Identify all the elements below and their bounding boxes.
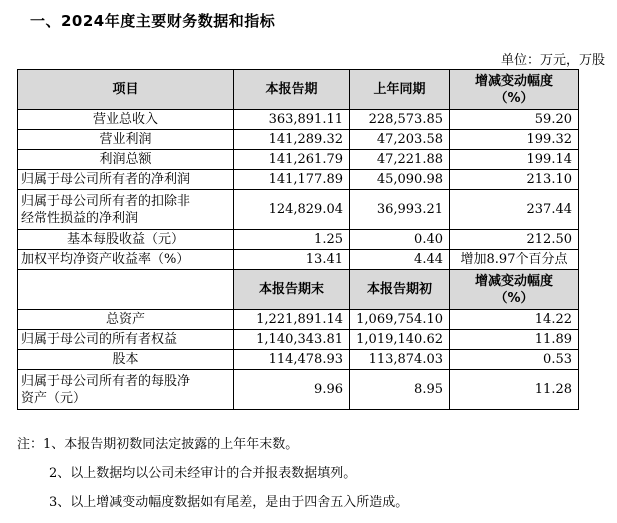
header-period-start: 本报告期初: [350, 270, 450, 310]
table-row: [18, 310, 579, 330]
row-current: 9.96: [234, 370, 350, 410]
row-change: 213.10: [450, 170, 579, 190]
header-change-line2: （%）: [494, 290, 534, 306]
table-row: [18, 150, 579, 170]
header-change-line1: 增减变动幅度: [474, 273, 553, 289]
financial-table: [17, 69, 579, 410]
row-change: 212.50: [450, 230, 579, 250]
header-change-line2: （%）: [494, 90, 534, 106]
table-row: [18, 370, 579, 410]
row-current: 114,478.93: [234, 350, 350, 370]
row-change: 0.53: [450, 350, 579, 370]
table-row: [18, 350, 579, 370]
row-change: 14.22: [450, 310, 579, 330]
table-row: [18, 250, 579, 270]
row-label: 总资产: [18, 310, 234, 330]
row-change: 237.44: [450, 190, 579, 230]
row-change: 59.20: [450, 110, 579, 130]
table-row: [18, 190, 579, 230]
row-current: 363,891.11: [234, 110, 350, 130]
header-change-line1: 增减变动幅度: [474, 73, 553, 89]
header-current-period: 本报告期: [234, 70, 350, 110]
row-label: 归属于母公司的所有者权益: [18, 330, 234, 350]
row-label-line1: 归属于母公司所有者的每股净: [21, 373, 191, 389]
row-change: 199.32: [450, 130, 579, 150]
row-prior: 1,069,754.10: [350, 310, 450, 330]
row-change: 11.28: [450, 370, 579, 410]
section-title: 一、2024年度主要财务数据和指标: [30, 12, 276, 30]
row-current: 13.41: [234, 250, 350, 270]
row-current: 141,289.32: [234, 130, 350, 150]
row-label: [18, 190, 234, 230]
header-item: 项目: [18, 70, 234, 110]
table-header-row: [18, 270, 579, 310]
row-change: 199.14: [450, 150, 579, 170]
unit-label: 单位：万元，万股: [500, 53, 605, 68]
table-row: [18, 110, 579, 130]
header-blank: [18, 270, 234, 310]
table-header-row: [18, 70, 579, 110]
footnotes: [17, 430, 408, 517]
row-change: 增加8.97个百分点: [450, 250, 579, 270]
row-label: 利润总额: [18, 150, 234, 170]
row-label: 基本每股收益（元）: [18, 230, 234, 250]
row-label: 加权平均净资产收益率（%）: [18, 250, 234, 270]
row-label: 营业利润: [18, 130, 234, 150]
row-label-line2: 经常性损益的净利润: [21, 210, 139, 226]
row-prior: 47,221.88: [350, 150, 450, 170]
table-row: [18, 330, 579, 350]
header-change: [450, 270, 579, 310]
table-row: [18, 130, 579, 150]
row-current: 141,177.89: [234, 170, 350, 190]
row-prior: 4.44: [350, 250, 450, 270]
footnote-3: 3、以上增减变动幅度数据如有尾差，是由于四舍五入所造成。: [49, 495, 409, 510]
row-current: 124,829.04: [234, 190, 350, 230]
row-prior: 113,874.03: [350, 350, 450, 370]
row-label: [18, 370, 234, 410]
row-prior: 228,573.85: [350, 110, 450, 130]
row-label: 营业总收入: [18, 110, 234, 130]
header-change: [450, 70, 579, 110]
row-prior: 45,090.98: [350, 170, 450, 190]
row-current: 1,221,891.14: [234, 310, 350, 330]
header-prior-period: 上年同期: [350, 70, 450, 110]
table-row: [18, 170, 579, 190]
row-prior: 8.95: [350, 370, 450, 410]
footnote-1: 注：1、本报告期初数同法定披露的上年年末数。: [17, 437, 299, 452]
footnote-2: 2、以上数据均以公司未经审计的合并报表数据填列。: [49, 466, 357, 481]
row-label: 归属于母公司所有者的净利润: [18, 170, 234, 190]
row-prior: 36,993.21: [350, 190, 450, 230]
table-row: [18, 230, 579, 250]
header-period-end: 本报告期末: [234, 270, 350, 310]
row-label-line2: 资产（元）: [21, 390, 87, 406]
row-label-line1: 归属于母公司所有者的扣除非: [21, 193, 191, 209]
row-label: 股本: [18, 350, 234, 370]
row-change: 11.89: [450, 330, 579, 350]
row-current: 141,261.79: [234, 150, 350, 170]
row-current: 1.25: [234, 230, 350, 250]
row-prior: 47,203.58: [350, 130, 450, 150]
row-prior: 1,019,140.62: [350, 330, 450, 350]
row-prior: 0.40: [350, 230, 450, 250]
row-current: 1,140,343.81: [234, 330, 350, 350]
